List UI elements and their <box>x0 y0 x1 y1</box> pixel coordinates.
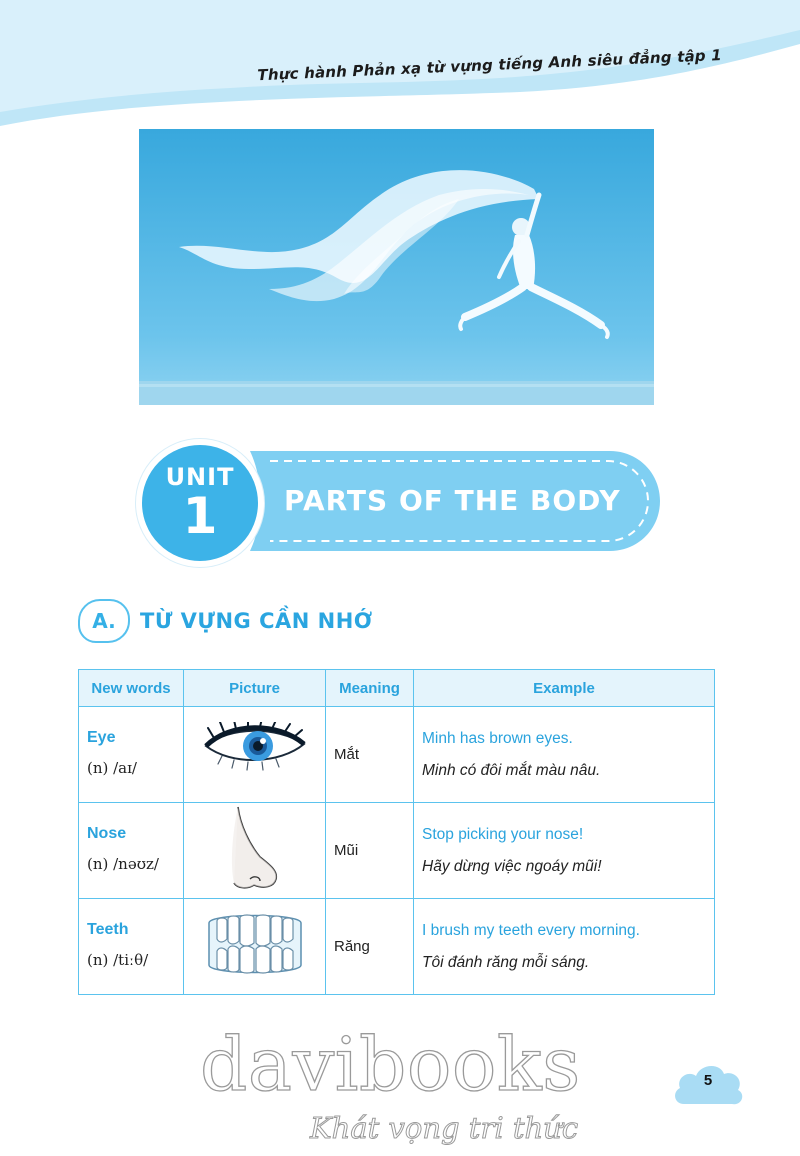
example-vietnamese: Minh có đôi mắt màu nâu. <box>422 761 601 779</box>
column-header-new-words: New words <box>79 670 184 707</box>
vocab-ipa: (n) /aɪ/ <box>87 758 137 777</box>
word-cell <box>79 707 184 803</box>
table-row <box>79 803 715 899</box>
column-header-example: Example <box>414 670 715 707</box>
book-title: Thực hành Phản xạ từ vựng tiếng Anh siêu đẳng tập 1 <box>257 46 723 85</box>
example-cell <box>414 803 715 899</box>
example-cell <box>414 899 715 995</box>
column-header-picture: Picture <box>184 670 326 707</box>
word-cell <box>79 899 184 995</box>
section-letter: A. <box>78 599 130 643</box>
publisher-watermark <box>200 1022 600 1156</box>
picture-cell <box>184 707 326 803</box>
word-cell <box>79 803 184 899</box>
teeth-icon <box>203 909 307 979</box>
meaning-cell: Mũi <box>326 803 414 899</box>
table-header-row <box>79 670 715 707</box>
eye-icon <box>200 722 310 782</box>
unit-title: PARTS OF THE BODY <box>284 484 621 517</box>
table-row <box>79 707 715 803</box>
unit-number: 1 <box>182 487 218 545</box>
example-vietnamese: Hãy dừng việc ngoáy mũi! <box>422 857 602 875</box>
picture-cell <box>184 899 326 995</box>
nose-icon <box>220 805 290 891</box>
example-vietnamese: Tôi đánh răng mỗi sáng. <box>422 953 590 971</box>
column-header-meaning: Meaning <box>326 670 414 707</box>
hero-photo <box>139 129 654 405</box>
table-row <box>79 899 715 995</box>
publisher-slogan: Khát vọng tri thức <box>310 1111 579 1145</box>
vocab-ipa: (n) /nəʊz/ <box>87 854 159 873</box>
publisher-logo-text: davibooks <box>200 1022 581 1108</box>
vocab-word: Teeth <box>87 920 129 938</box>
section-title: TỪ VỰNG CẦN NHỚ <box>140 609 373 633</box>
unit-header <box>130 436 670 566</box>
vocab-word: Eye <box>87 728 116 746</box>
unit-label: UNIT <box>165 463 235 491</box>
meaning-cell: Mắt <box>326 707 414 803</box>
unit-badge <box>136 439 264 567</box>
example-english: I brush my teeth every morning. <box>422 921 640 939</box>
meaning-cell: Răng <box>326 899 414 995</box>
picture-cell <box>184 803 326 899</box>
page-number: 5 <box>703 1072 713 1089</box>
example-cell <box>414 707 715 803</box>
vocab-ipa: (n) /tiːθ/ <box>87 950 149 969</box>
section-heading <box>78 598 373 644</box>
example-english: Minh has brown eyes. <box>422 729 573 747</box>
vocab-word: Nose <box>87 824 127 842</box>
vocabulary-table <box>78 669 715 995</box>
example-english: Stop picking your nose! <box>422 825 584 843</box>
